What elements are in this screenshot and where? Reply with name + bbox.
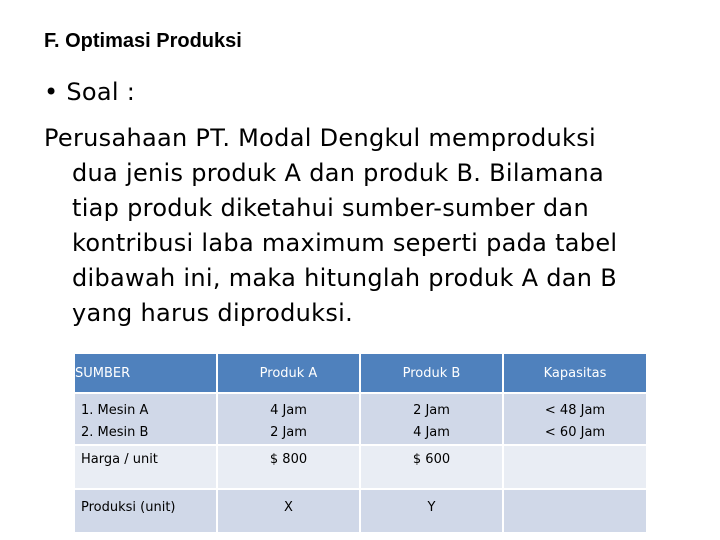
table-row — [75, 394, 648, 446]
cell-line: < 48 Jam — [544, 403, 606, 418]
cell-produk-b-hours — [361, 394, 504, 446]
resource-table — [75, 354, 648, 534]
paragraph-line: dua jenis produk A dan produk B. Bilamana — [72, 159, 605, 187]
table-header-row — [75, 354, 648, 394]
cell-production-capacity — [504, 490, 648, 534]
header-sumber: SUMBER — [75, 354, 218, 394]
header-produk-a: Produk A — [218, 354, 361, 394]
cell-machines — [75, 394, 218, 446]
cell-line: 2 Jam — [270, 425, 307, 440]
cell-price-a: $ 800 — [218, 446, 361, 490]
problem-paragraph — [44, 121, 684, 331]
cell-production-a: X — [218, 490, 361, 534]
cell-production-b: Y — [361, 490, 504, 534]
cell-price-b: $ 600 — [361, 446, 504, 490]
cell-price-capacity — [504, 446, 648, 490]
cell-line: < 60 Jam — [544, 425, 606, 440]
paragraph-line: dibawah ini, maka hitunglah produk A dan B — [72, 264, 618, 292]
cell-price-label: Harga / unit — [75, 446, 218, 490]
paragraph-line: Perusahaan PT. Modal Dengkul memproduksi — [44, 124, 596, 152]
cell-line: 4 Jam — [270, 403, 307, 418]
paragraph-line: yang harus diproduksi. — [72, 299, 354, 327]
header-kapasitas: Kapasitas — [504, 354, 648, 394]
header-produk-b: Produk B — [361, 354, 504, 394]
section-title: F. Optimasi Produksi — [44, 30, 242, 52]
paragraph-line: kontribusi laba maximum seperti pada tabel — [72, 229, 618, 257]
cell-produk-a-hours — [218, 394, 361, 446]
cell-line: 4 Jam — [413, 425, 450, 440]
cell-line: 2 Jam — [413, 403, 450, 418]
cell-line: 1. Mesin A — [81, 403, 149, 418]
table-row — [75, 490, 648, 534]
table-row — [75, 446, 648, 490]
cell-line: 2. Mesin B — [81, 425, 149, 440]
cell-capacity — [504, 394, 648, 446]
bullet-heading: • Soal : — [44, 78, 136, 106]
cell-production-label: Produksi (unit) — [75, 490, 218, 534]
paragraph-line: tiap produk diketahui sumber-sumber dan — [72, 194, 589, 222]
